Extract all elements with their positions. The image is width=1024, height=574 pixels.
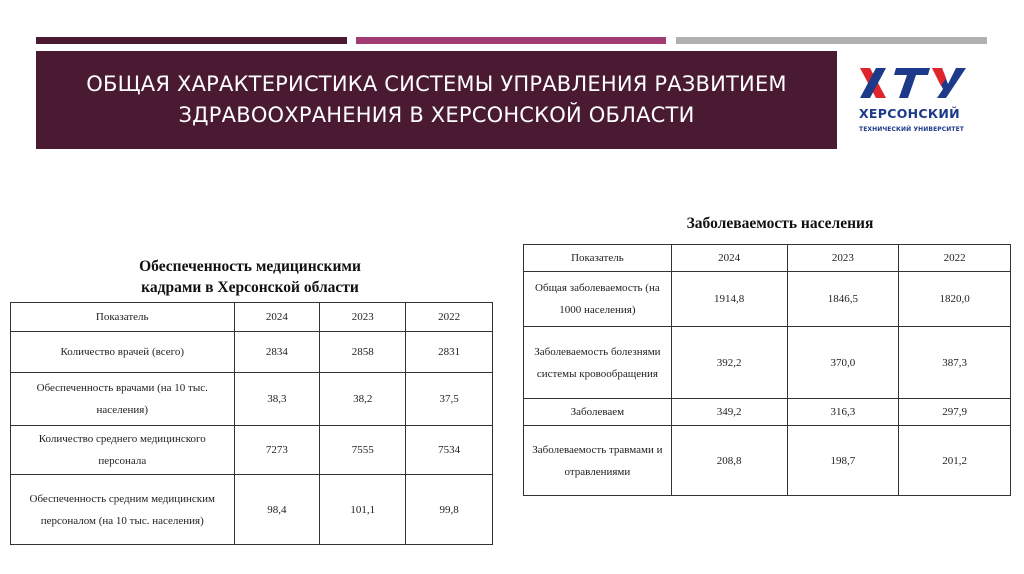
column-header: Показатель [524, 245, 672, 272]
page-title-line1: ОБЩАЯ ХАРАКТЕРИСТИКА СИСТЕМЫ УПРАВЛЕНИЯ РАЗВИТИЕМ [86, 72, 787, 96]
staff-table-caption [100, 256, 400, 298]
table-row [11, 475, 493, 545]
accent-bar-magenta [356, 37, 666, 44]
university-subtitle: ТЕХНИЧЕСКИЙ УНИВЕРСИТЕТ [859, 126, 964, 133]
table-row [11, 426, 493, 475]
table-cell: 2831 [406, 332, 493, 373]
table-cell: 392,2 [671, 327, 787, 399]
table-header-row [524, 245, 1011, 272]
table-cell: 297,9 [899, 399, 1011, 426]
table-cell: 208,8 [671, 426, 787, 496]
table-row [11, 332, 493, 373]
staff-table-caption-line1: Обеспеченность медицинскими [139, 258, 361, 275]
table-cell: 98,4 [234, 475, 320, 545]
row-label: Общая заболеваемость (на 1000 населения) [524, 272, 672, 327]
university-logo [858, 64, 978, 144]
table-cell: 99,8 [406, 475, 493, 545]
table-cell: 387,3 [899, 327, 1011, 399]
table-cell: 370,0 [787, 327, 899, 399]
column-header: 2024 [671, 245, 787, 272]
university-logo-mark-icon [858, 64, 968, 102]
table-cell: 2858 [320, 332, 406, 373]
page-title-line2: ЗДРАВООХРАНЕНИЯ В ХЕРСОНСКОЙ ОБЛАСТИ [178, 103, 695, 127]
page-title [57, 69, 817, 131]
table-row [524, 399, 1011, 426]
row-label: Обеспеченность средним медицинским персоналом (на 10 тыс. населения) [11, 475, 235, 545]
table-cell: 101,1 [320, 475, 406, 545]
table-header-row [11, 303, 493, 332]
staff-table [10, 302, 493, 545]
row-label: Количество врачей (всего) [11, 332, 235, 373]
university-name: ХЕРСОНСКИЙ [859, 106, 960, 121]
column-header: 2024 [234, 303, 320, 332]
table-cell: 7273 [234, 426, 320, 475]
table-cell: 2834 [234, 332, 320, 373]
table-cell: 7534 [406, 426, 493, 475]
row-label: Количество среднего медицинского персонала [11, 426, 235, 475]
row-label: Заболеваемость травмами и отравлениями [524, 426, 672, 496]
table-cell: 1846,5 [787, 272, 899, 327]
morbidity-table [523, 244, 1011, 496]
table-row [524, 272, 1011, 327]
column-header: 2023 [787, 245, 899, 272]
row-label: Заболеваемость болезнями системы кровообращения [524, 327, 672, 399]
table-row [524, 426, 1011, 496]
table-cell: 201,2 [899, 426, 1011, 496]
table-cell: 7555 [320, 426, 406, 475]
accent-bar-gray [676, 37, 987, 44]
table-cell: 38,3 [234, 373, 320, 426]
table-cell: 316,3 [787, 399, 899, 426]
column-header: 2022 [899, 245, 1011, 272]
column-header: Показатель [11, 303, 235, 332]
table-cell: 38,2 [320, 373, 406, 426]
column-header: 2022 [406, 303, 493, 332]
table-cell: 349,2 [671, 399, 787, 426]
title-banner [36, 51, 837, 149]
row-label: Обеспеченность врачами (на 10 тыс. населения) [11, 373, 235, 426]
row-label: Заболеваем [524, 399, 672, 426]
accent-bar-dark [36, 37, 347, 44]
table-cell: 1914,8 [671, 272, 787, 327]
table-row [11, 373, 493, 426]
staff-table-caption-line2: кадрами в Херсонской области [141, 279, 359, 296]
morbidity-table-caption: Заболеваемость населения [686, 215, 874, 232]
table-cell: 198,7 [787, 426, 899, 496]
table-row [524, 327, 1011, 399]
table-cell: 37,5 [406, 373, 493, 426]
table-cell: 1820,0 [899, 272, 1011, 327]
column-header: 2023 [320, 303, 406, 332]
